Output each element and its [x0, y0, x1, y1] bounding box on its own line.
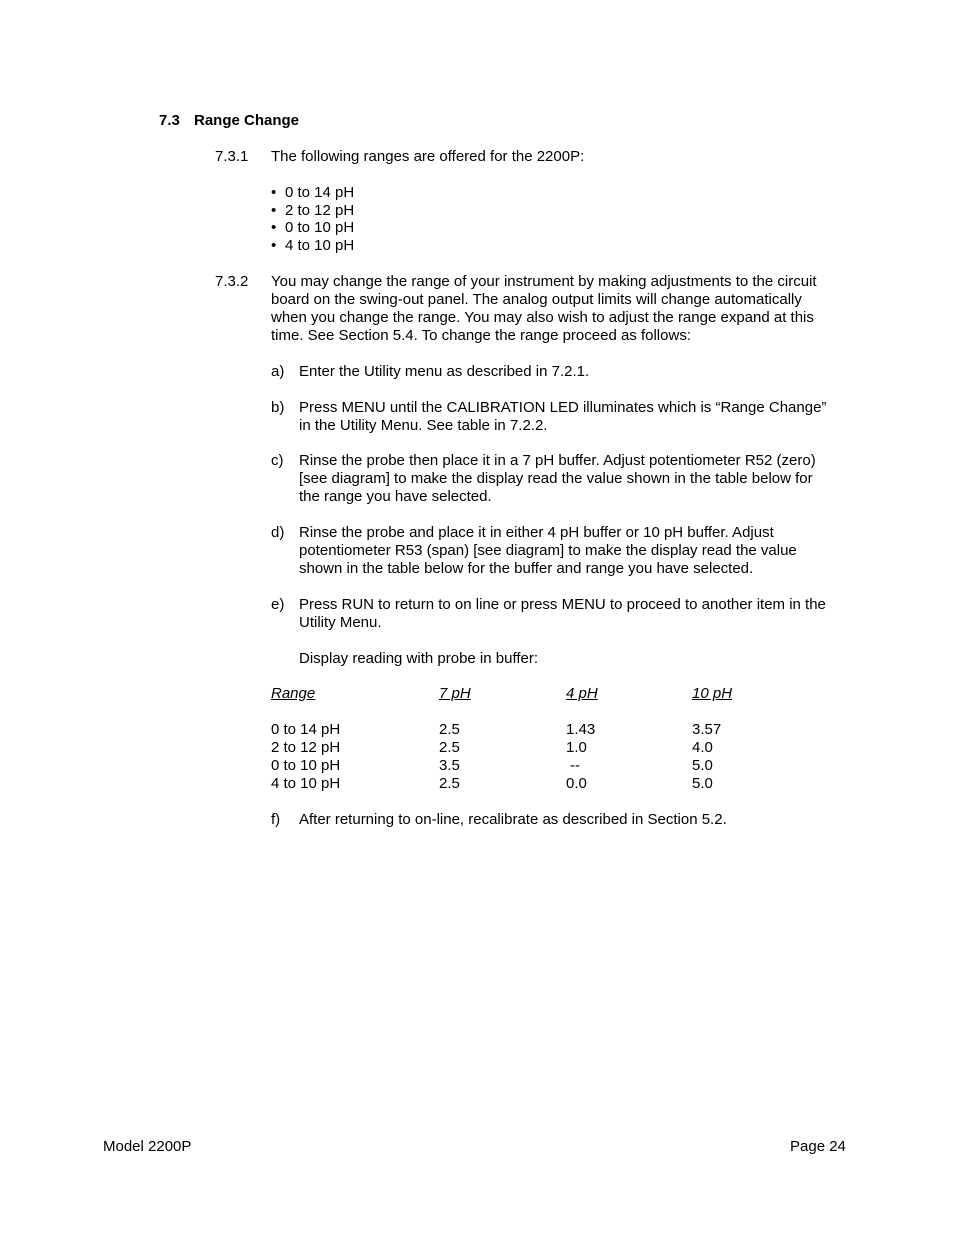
list-item: • 2 to 12 pH — [271, 201, 355, 219]
document-page: 7.3 Range Change 7.3.1 The following ranges are offered for the 2200P: • 0 to 14 pH • 2 to 12 pH • 0 to 10 pH • 4 to 10 pH 7.3.2 You may change the range of your instrument by making adjustments to the circuit board on the swing-out panel. The analog output limits will change automatically when you change the range. You may also wish to adjust the range expand at this time. See Section 5.4. To change the range proceed as follows: a) Enter the Utility menu as described in 7.2.1. b) Press MENU until the CALIBRATION LED illuminates which is “Range Change” in the Utility Menu. See table in 7.2.2. c) Rinse the probe then place it in a 7 pH buffer. Adjust potentiometer R52 (zero) [see diagram] to make the display read the value shown in the table below for the range you have selected. d) Rinse the probe and place it in either 4 pH buffer or 10 pH buffer. Adjust potentiometer R53 (span) [see diagram] to make the display read the value shown in the table below for the buffer and range you have selected. e) Press RUN to return to on line or press MENU to proceed to another item in the Utility Menu. Display reading with probe in buffer: Range 7 pH 4 pH 10 pH 0 to 14 pH 2.5 1.43 3.57 2 to 12 pH 2.5 1.0 4.0 0 to 10 pH 3.5 -- 5.0 4 to 10 pH 2.5 0.0 5.0 f) After returning to on-line, recalibrate as described in Section 5.2. Model 2200P Page 24 — [0, 0, 954, 1235]
paragraph-number: 7.3.2 — [215, 273, 249, 290]
list-item: • 0 to 10 pH — [271, 219, 355, 237]
list-item: • 4 to 10 pH — [271, 237, 355, 255]
section-heading — [159, 112, 299, 129]
range-list — [271, 184, 354, 255]
header-4ph: 4 pH — [566, 685, 598, 702]
paragraph-number: 7.3.1 — [215, 148, 249, 165]
header-10ph: 10 pH — [692, 685, 733, 702]
paragraph-text: The following ranges are offered for the 2200P: — [271, 148, 585, 165]
header-range: Range — [271, 685, 316, 702]
footer-page-number: Page 24 — [790, 1138, 846, 1155]
paragraph-text: You may change the range of your instrument by making adjustments to the circuit board on the swing-out panel. The analog output limits will change automatically when you change the range. You may also wish to adjust the range expand at this time. See Section 5.4. To change the range proceed as follows: — [271, 273, 817, 344]
table-caption: Display reading with probe in buffer: — [299, 650, 539, 667]
header-7ph: 7 pH — [439, 685, 471, 702]
list-item: • 0 to 14 pH — [271, 184, 355, 201]
section-number: 7.3 — [159, 112, 180, 129]
section-title: Range Change — [194, 112, 300, 129]
footer-model: Model 2200P — [103, 1138, 192, 1155]
